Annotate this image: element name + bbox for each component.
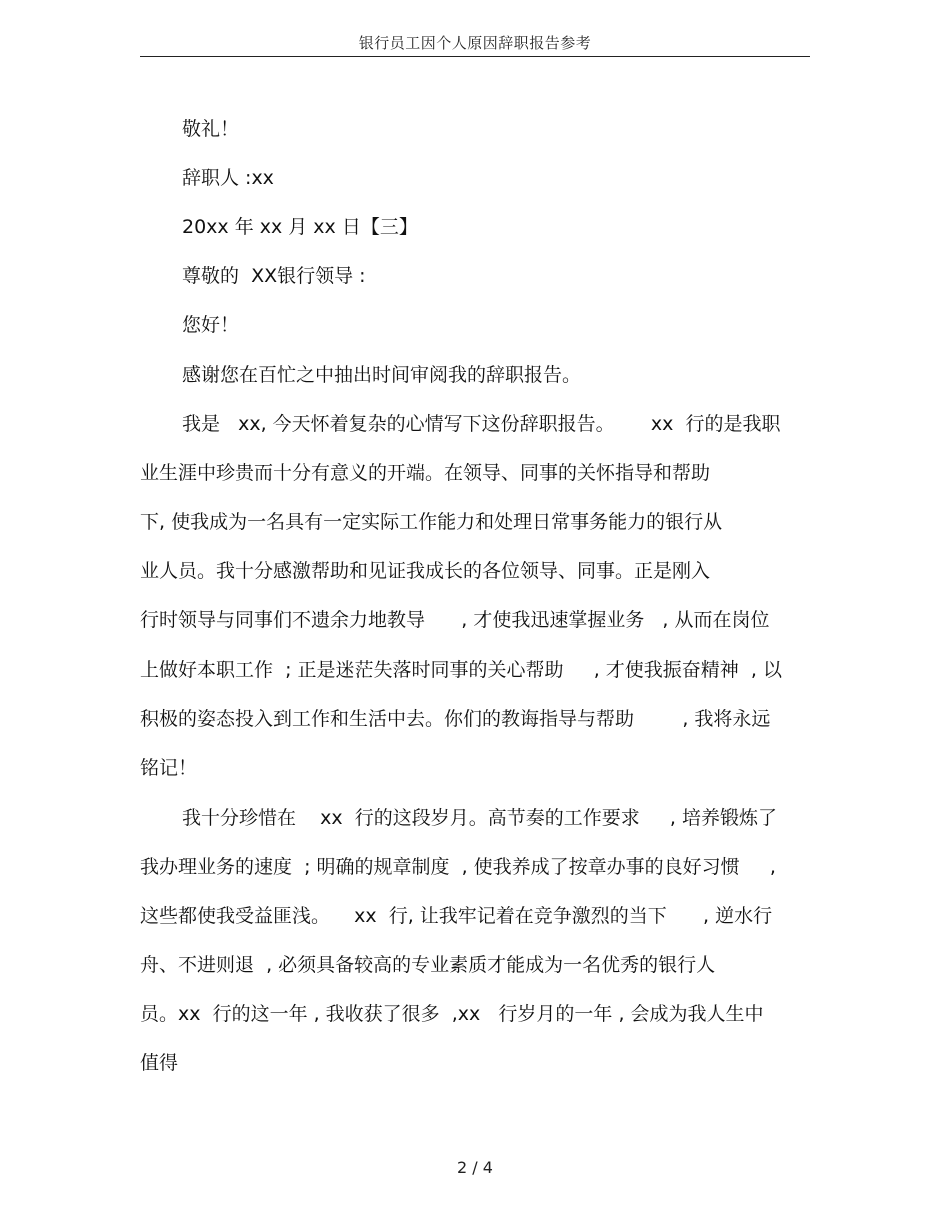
paragraph-line: 上做好本职工作 ; 正是迷茫失落时同事的关心帮助 , 才使我振奋精神 , 以 [140, 659, 782, 681]
paragraph-line: 我办理业务的速度 ; 明确的规章制度 , 使我养成了按章办事的良好习惯 , [140, 856, 776, 878]
paragraph-line: 铭记！ [140, 757, 198, 779]
paragraph-line: 值得 [140, 1052, 179, 1074]
paragraph-line: 业人员。我十分感激帮助和见证我成长的各位领导、同事。正是刚入 [140, 560, 711, 582]
header-divider [140, 56, 810, 57]
page-number: 2 / 4 [457, 1158, 493, 1177]
closing-salutation: 敬礼！ [182, 118, 240, 140]
paragraph-line: 下, 使我成为一名具有一定实际工作能力和处理日常事务能力的银行从 [140, 511, 723, 533]
paragraph-line: 我十分珍惜在 xx 行的这段岁月。高节奏的工作要求 , 培养锻炼了 [182, 807, 778, 829]
signature-line: 辞职人 :xx [182, 167, 274, 189]
paragraph-line: 舟、不进则退 , 必须具备较高的专业素质才能成为一名优秀的银行人 [140, 954, 716, 976]
paragraph-line: 积极的姿态投入到工作和生活中去。你们的教诲指导与帮助 , 我将永远 [140, 708, 771, 730]
paragraph-line: 这些都使我受益匪浅。 xx 行, 让我牢记着在竞争激烈的当下 , 逆水行 [140, 905, 773, 927]
paragraph-line: 感谢您在百忙之中抽出时间审阅我的辞职报告。 [182, 364, 582, 386]
paragraph-line: 员。xx 行的这一年 , 我收获了很多 ,xx 行岁月的一年 , 会成为我人生中 [140, 1003, 764, 1025]
paragraph-line: 业生涯中珍贵而十分有意义的开端。在领导、同事的关怀指导和帮助 [140, 462, 711, 484]
letter-greeting: 尊敬的 XX银行领导 : [182, 265, 366, 287]
paragraph-line: 行时领导与同事们不遗余力地教导 , 才使我迅速掌握业务 , 从而在岗位 [140, 609, 770, 631]
hello-line: 您好！ [182, 314, 240, 336]
date-line: 20xx 年 xx 月 xx 日【三】 [182, 216, 418, 238]
paragraph-line: 我是 xx, 今天怀着复杂的心情写下这份辞职报告。 xx 行的是我职 [182, 413, 781, 435]
page-header-title: 银行员工因个人原因辞职报告参考 [358, 34, 592, 52]
